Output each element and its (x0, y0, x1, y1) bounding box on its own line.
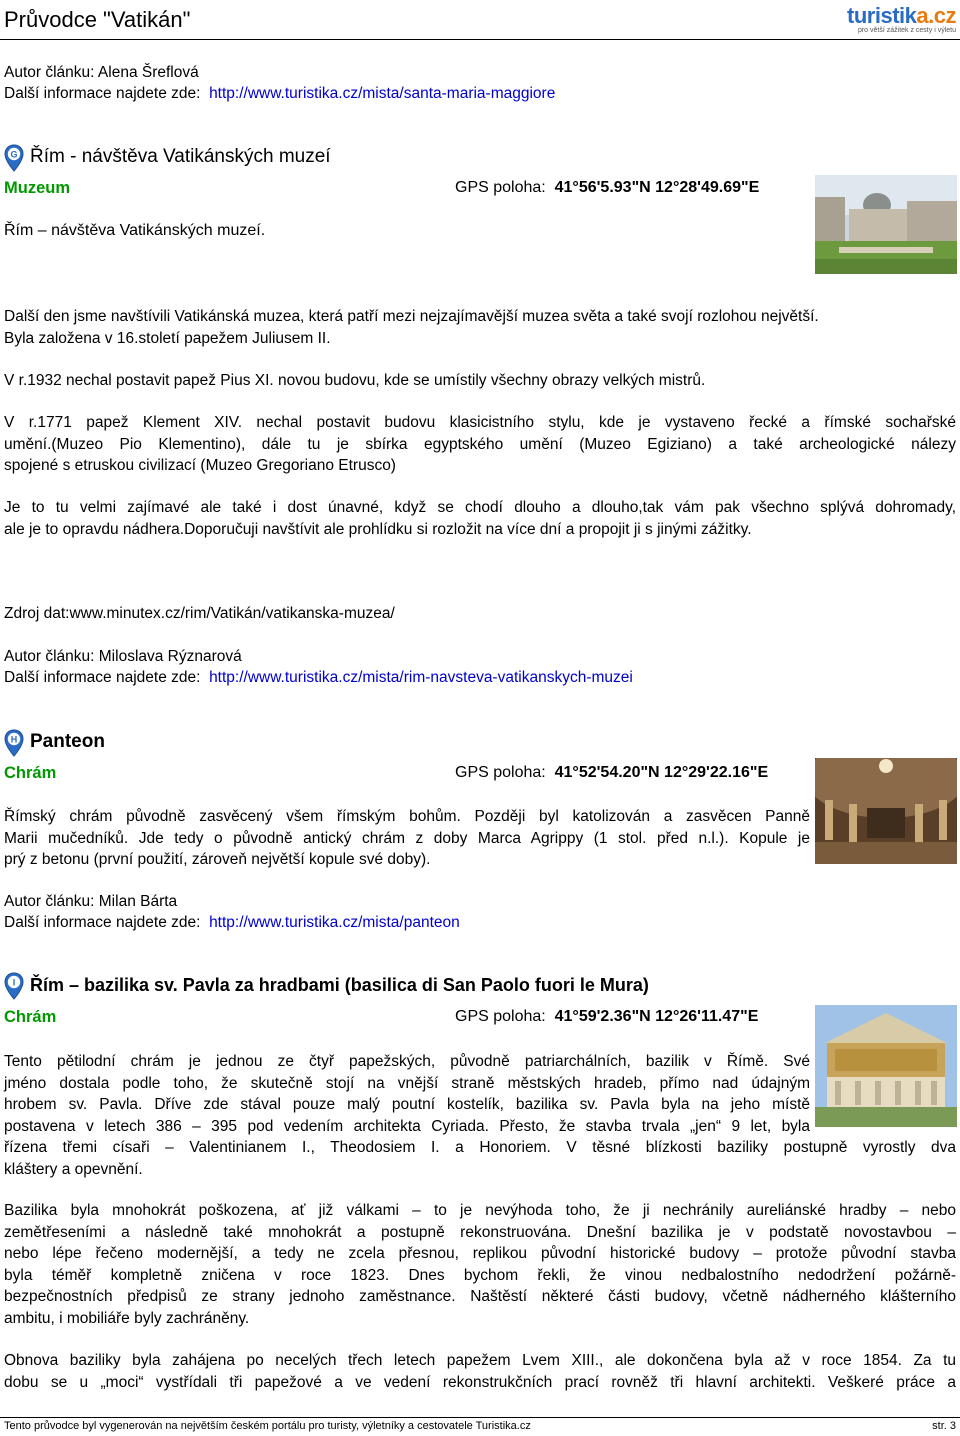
pantheon-photo (815, 758, 957, 864)
author-line: Autor článku: Alena Šreflová (4, 64, 199, 81)
more-info-link[interactable]: http://www.turistika.cz/mista/santa-maria-maggiore (209, 85, 556, 102)
turistika-logo[interactable] (847, 3, 956, 37)
paragraph: řízena třemi císaři – Valentinianem I., Theodosiem I. a Honoriem. V těsné blízkosti baziliky postupně vyrostly dva kláštery a opevnění. (4, 1139, 956, 1178)
more-info-line: Další informace najdete zde: http://www.turistika.cz/mista/rim-navsteva-vatikanskych-muzei (4, 669, 633, 686)
more-info-link[interactable]: http://www.turistika.cz/mista/rim-navsteva-vatikanskych-muzei (209, 669, 633, 686)
paragraph: Tento pětilodní chrám je jednou ze čtyř papežských, původně patriarchálních, bazilik v Římě. Své jméno dostala podle toho, že skutečně stojí na vnější straně městských hradeb, přímo nad údajným hrobem sv. Pavla. Dříve zde stával pouze malý poutní kostelík, bazilika sv. Pavla byla na jeho místě postavena v letech 386 – 395 pod vedením architekta Cyriada. Přesto, že stavba trvala „jen“ 9 let, byla (4, 1053, 810, 1135)
entry-title: Řím - návštěva Vatikánských muzeí (30, 146, 331, 167)
gps-position: GPS poloha: 41°52'54.20"N 12°29'22.16"E (455, 764, 769, 781)
category-label: Muzeum (4, 179, 70, 197)
more-info-link[interactable]: http://www.turistika.cz/mista/panteon (209, 914, 460, 931)
map-pin-icon (4, 144, 24, 172)
author-line: Autor článku: Milan Bárta (4, 893, 178, 910)
page-title: Průvodce "Vatikán" (4, 7, 191, 32)
footer-divider (0, 1417, 960, 1418)
paragraph: Obnova baziliky byla zahájena po necelých třech letech papežem Lvem XIII., ale dokončena byla až v roce 1854. Za tu dobu se u „moci“ vystřídali tři papežové a ve vedení rekonstrukčních prací rovněž tři hlavní architekti. Veškeré práce a (4, 1352, 956, 1391)
entry-title: Řím – bazilika sv. Pavla za hradbami (basilica di San Paolo fuori le Mura) (30, 975, 649, 995)
paragraph: V r.1771 papež Klement XIV. nechal postavit budovu klasicistního stylu, kde je vystaveno řecké a římské sochařské umění.(Muzeo Pio Klementino), dále tu je sbírka egyptského umění (Muzeo Egiziano) a také archeologické nálezy spojené s etruskou civilizací (Muzeo Gregoriano Etrusco) (4, 414, 956, 474)
vatican-museums-photo (815, 175, 957, 274)
svg-text:G: G (10, 149, 18, 160)
author-line: Autor článku: Miloslava Rýznarová (4, 648, 242, 665)
entry-intro: Řím – návštěva Vatikánských muzeí. (4, 222, 266, 239)
basilica-photo (815, 1005, 957, 1127)
paragraph: Římský chrám původně zasvěcený všem římským bohům. Později byl katolizován a zasvěcen Panně Marii mučedníků. Jde tedy o původně antický chrám z doby Marca Agrippy (1 stol. před n.l.). Kopule je prý z betonu (první použití, zároveň největší kopule své doby). (4, 808, 810, 868)
paragraph: V r.1932 nechal postavit papež Pius XI. novou budovu, kde se umístily všechny obrazy velkých mistrů. (4, 372, 706, 389)
more-info-line: Další informace najdete zde: http://www.turistika.cz/mista/panteon (4, 914, 460, 931)
page-number: str. 3 (932, 1420, 956, 1432)
gps-position: GPS poloha: 41°56'5.93"N 12°28'49.69"E (455, 179, 760, 196)
map-pin-icon (4, 729, 24, 757)
svg-text:I: I (12, 977, 16, 988)
paragraph: Je to tu velmi zajímavé ale také i dost únavné, když se chodí dlouho a dlouho,tak vám pak všechno splývá dohromady, ale je to opravdu nádhera.Doporučuji navštívit ale prohlídku si rozložit na více dní a propojit ji s jinými zážitky. (4, 499, 956, 538)
category-label: Chrám (4, 1008, 57, 1026)
more-info-line: Další informace najdete zde: http://www.turistika.cz/mista/santa-maria-maggiore (4, 85, 556, 102)
gps-position: GPS poloha: 41°59'2.36"N 12°26'11.47"E (455, 1008, 759, 1025)
logo-wordmark: turistika.cz (847, 3, 956, 28)
source-line: Zdroj dat:www.minutex.cz/rim/Vatikán/vatikanska-muzea/ (4, 605, 395, 622)
svg-text:H: H (10, 734, 18, 745)
footer-text: Tento průvodce byl vygenerován na největším českém portálu pro turisty, výletníky a cestovatele Turistika.cz (4, 1420, 531, 1432)
map-pin-icon (4, 972, 24, 1000)
paragraph: Bazilika byla mnohokrát poškozena, ať již válkami – to je nevýhoda toho, že ji nechránily aureliánské hradby – nebo zemětřeseními a následně také mnohokrát a postupně rekonstruována. Dnešní bazilika je v podstatě novostavbou – nebo lépe řečeno modernější, a tedy ne zcela přesnou, replikou původní historické budovy – protože původní stavba byla téměř kompletně zničena v roce 1823. Dnes bychom řekli, že vinou nedbalostního nedodržení požárně- bezpečnostních předpisů ze strany jednoho zaměstnance. Naštěstí některé části budovy, včetně nádherného klášterního ambitu, i mobiliáře byly zachráněny. (4, 1202, 956, 1327)
category-label: Chrám (4, 764, 57, 782)
paragraph: Další den jsme navštívili Vatikánská muzea, která patří mezi nejzajímavější muzea světa a také svojí rozlohou největší. Byla založena v 16.století papežem Juliusem II. (4, 308, 819, 347)
logo-tagline: pro větší zážitek z cesty i výletu (857, 27, 956, 34)
entry-title: Panteon (30, 731, 105, 752)
header-divider (0, 39, 960, 40)
